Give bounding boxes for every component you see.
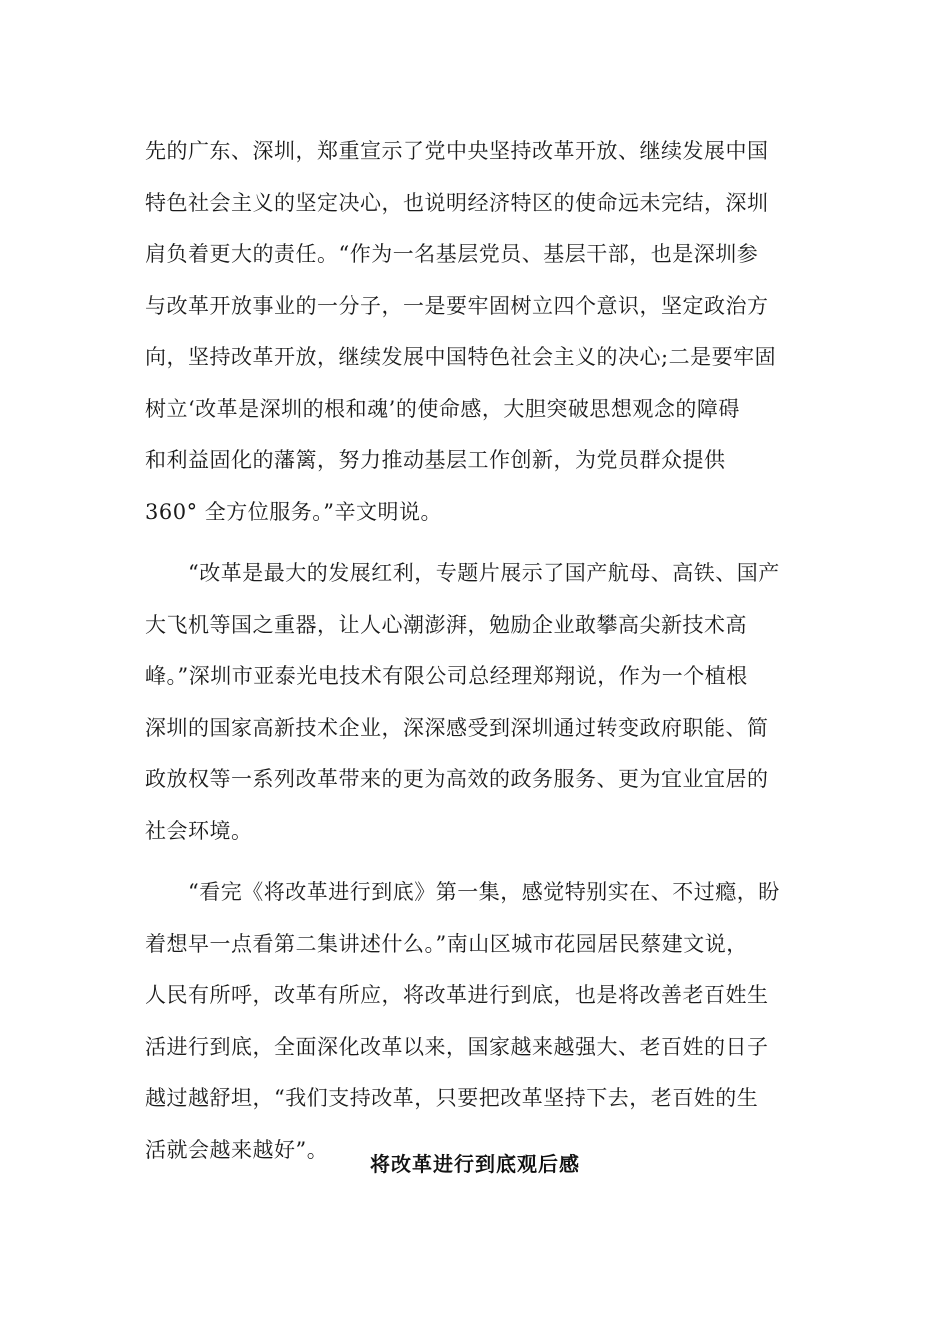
text-line: 活就会越来越好”。 bbox=[145, 1137, 329, 1162]
text-line: 政放权等一系列改革带来的更为高效的政务服务、更为宜业宜居的 bbox=[145, 767, 769, 791]
text-line: 越过越舒坦，“我们支持改革，只要把改革坚持下去，老百姓的生 bbox=[145, 1086, 759, 1110]
text-line: 肩负着更大的责任。“作为一名基层党员、基层干部，也是深圳参 bbox=[145, 242, 759, 266]
text-line: 360° 全方位服务。”辛文明说。 bbox=[145, 499, 442, 524]
text-line: 深圳的国家高新技术企业，深深感受到深圳通过转变政府职能、简 bbox=[145, 715, 769, 740]
text-line: 树立‘改革是深圳的根和魂’的使命感，大胆突破思想观念的障碍 bbox=[145, 396, 740, 421]
text-line: 人民有所呼，改革有所应，将改革进行到底，也是将改善老百姓生 bbox=[145, 983, 769, 1007]
text-line: 社会环境。 bbox=[145, 818, 253, 843]
text-line: “看完《将改革进行到底》第一集，感觉特别实在、不过瘾，盼 bbox=[145, 880, 780, 904]
text-line: 与改革开放事业的一分子，一是要牢固树立四个意识，坚定政治方 bbox=[145, 293, 769, 318]
text-line: 向，坚持改革开放，继续发展中国特色社会主义的决心;二是要牢固 bbox=[145, 345, 777, 369]
paragraph-3 bbox=[145, 867, 810, 1176]
text-line: 大飞机等国之重器，让人心潮澎湃，勉励企业敢攀高尖新技术高 bbox=[145, 612, 747, 637]
text-line: 先的广东、深圳，郑重宣示了党中央坚持改革开放、继续发展中国 bbox=[145, 139, 769, 163]
text-line: 活进行到底，全面深化改革以来，国家越来越强大、老百姓的日子 bbox=[145, 1034, 769, 1059]
text-line: 峰。”深圳市亚泰光电技术有限公司总经理郑翔说，作为一个植根 bbox=[145, 664, 748, 688]
text-line: 特色社会主义的坚定决心，也说明经济特区的使命远未完结，深圳 bbox=[145, 190, 769, 215]
text-line: 和利益固化的藩篱，努力推动基层工作创新，为党员群众提供 bbox=[145, 448, 726, 472]
section-heading: 将改革进行到底观后感 bbox=[370, 1152, 580, 1176]
paragraph-1 bbox=[145, 126, 810, 538]
paragraph-2 bbox=[145, 548, 810, 857]
text-line: 着想早一点看第二集讲述什么。”南山区城市花园居民蔡建文说， bbox=[145, 931, 748, 956]
article-body bbox=[145, 126, 810, 1186]
text-line: “改革是最大的发展红利，专题片展示了国产航母、高铁、国产 bbox=[145, 561, 780, 585]
